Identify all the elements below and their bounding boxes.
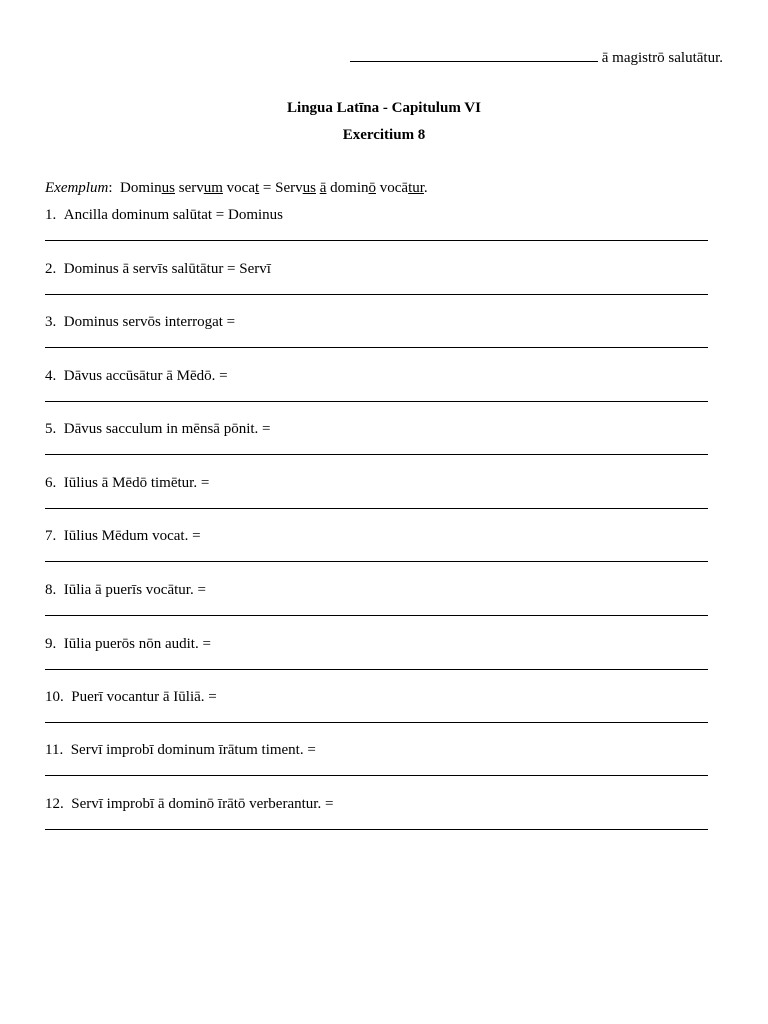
greeting-text: ā magistrō salutātur. [601, 50, 723, 66]
exercise-prompt [45, 582, 708, 599]
exercise-sentence: Dominus servōs interrogat = [63, 314, 236, 330]
exercise-item [45, 421, 708, 438]
answer-line[interactable] [45, 401, 708, 402]
exercise-number: 7. [45, 528, 57, 544]
exercise-prompt [45, 689, 708, 706]
answer-line[interactable] [45, 775, 708, 776]
exercise-number: 8. [45, 582, 57, 598]
example-word-part: serv [175, 180, 204, 196]
exercise-sentence: Servī improbī dominum īrātum timent. = [70, 742, 316, 758]
answer-line[interactable] [45, 561, 708, 562]
exercise-number: 12. [45, 796, 64, 812]
example-word-part: vocā [376, 180, 409, 196]
exercise-item [45, 314, 708, 331]
answer-line[interactable] [45, 508, 708, 509]
exercise-item [45, 689, 708, 706]
exercise-number: 6. [45, 475, 57, 491]
exercise-item [45, 528, 708, 545]
exercise-sentence: Iūlia puerōs nōn audit. = [63, 636, 211, 652]
example-underlined-ending: um [203, 180, 223, 196]
exercise-item [45, 742, 708, 759]
exercise-prompt [45, 314, 708, 331]
example-label: Exemplum [45, 180, 109, 196]
example-colon: : [108, 180, 113, 196]
exercise-item [45, 207, 708, 224]
exercise-prompt [45, 368, 708, 385]
exercise-item [45, 582, 708, 599]
example-word-part: Domin [119, 180, 162, 196]
exercise-sentence: Dāvus accūsātur ā Mēdō. = [63, 368, 228, 384]
name-blank[interactable] [350, 47, 598, 62]
exercise-prompt [45, 636, 708, 653]
example-underlined-ending: ā [319, 180, 327, 196]
exercise-sentence: Dāvus sacculum in mēnsā pōnit. = [63, 421, 271, 437]
exercise-prompt [45, 742, 708, 759]
exercise-number: 11. [45, 742, 64, 758]
exercise-sentence: Iūlius ā Mēdō timētur. = [63, 475, 210, 491]
exercise-number: 4. [45, 368, 57, 384]
header-greeting [350, 47, 723, 67]
page-title: Lingua Latīna - Capitulum VI [287, 100, 481, 116]
exercise-prompt [45, 207, 708, 224]
exercise-item [45, 261, 708, 278]
exercise-item [45, 368, 708, 385]
answer-line[interactable] [45, 347, 708, 348]
example-text [120, 180, 428, 196]
example-word-part: domin [326, 180, 369, 196]
example-word-part: voca [222, 180, 255, 196]
exercise-item [45, 796, 708, 813]
exercise-number: 3. [45, 314, 57, 330]
exercise-prompt [45, 796, 708, 813]
exercise-sentence: Dominus ā servīs salūtātur = Servī [63, 261, 271, 277]
answer-line[interactable] [45, 669, 708, 670]
example-underlined-ending: t [255, 180, 260, 196]
answer-line[interactable] [45, 240, 708, 241]
example-word-part: . [423, 180, 428, 196]
exercise-number: 2. [45, 261, 57, 277]
example-underlined-ending: ō [368, 180, 376, 196]
exercise-sentence: Servī improbī ā dominō īrātō verberantur. = [71, 796, 334, 812]
answer-line[interactable] [45, 615, 708, 616]
example-underlined-ending: us [161, 180, 175, 196]
exercise-number: 5. [45, 421, 57, 437]
answer-line[interactable] [45, 454, 708, 455]
exercise-number: 1. [45, 207, 57, 223]
exercise-sentence: Ancilla dominum salūtat = Dominus [63, 207, 284, 223]
exercise-sentence: Iūlius Mēdum vocat. = [63, 528, 201, 544]
example-word-part: = Serv [259, 180, 303, 196]
answer-line[interactable] [45, 722, 708, 723]
exercise-number: 10. [45, 689, 64, 705]
example-sentence [45, 180, 428, 197]
exercise-prompt [45, 261, 708, 278]
answer-line[interactable] [45, 294, 708, 295]
exercise-title: Exercitium 8 [342, 127, 426, 143]
example-underlined-ending: us [302, 180, 316, 196]
exercise-sentence: Iūlia ā puerīs vocātur. = [63, 582, 206, 598]
exercise-sentence: Puerī vocantur ā Iūliā. = [71, 689, 217, 705]
exercise-prompt [45, 528, 708, 545]
answer-line[interactable] [45, 829, 708, 830]
exercise-number: 9. [45, 636, 57, 652]
exercise-item [45, 636, 708, 653]
example-underlined-ending: tur [408, 180, 424, 196]
exercise-prompt [45, 475, 708, 492]
exercise-prompt [45, 421, 708, 438]
exercise-item [45, 475, 708, 492]
